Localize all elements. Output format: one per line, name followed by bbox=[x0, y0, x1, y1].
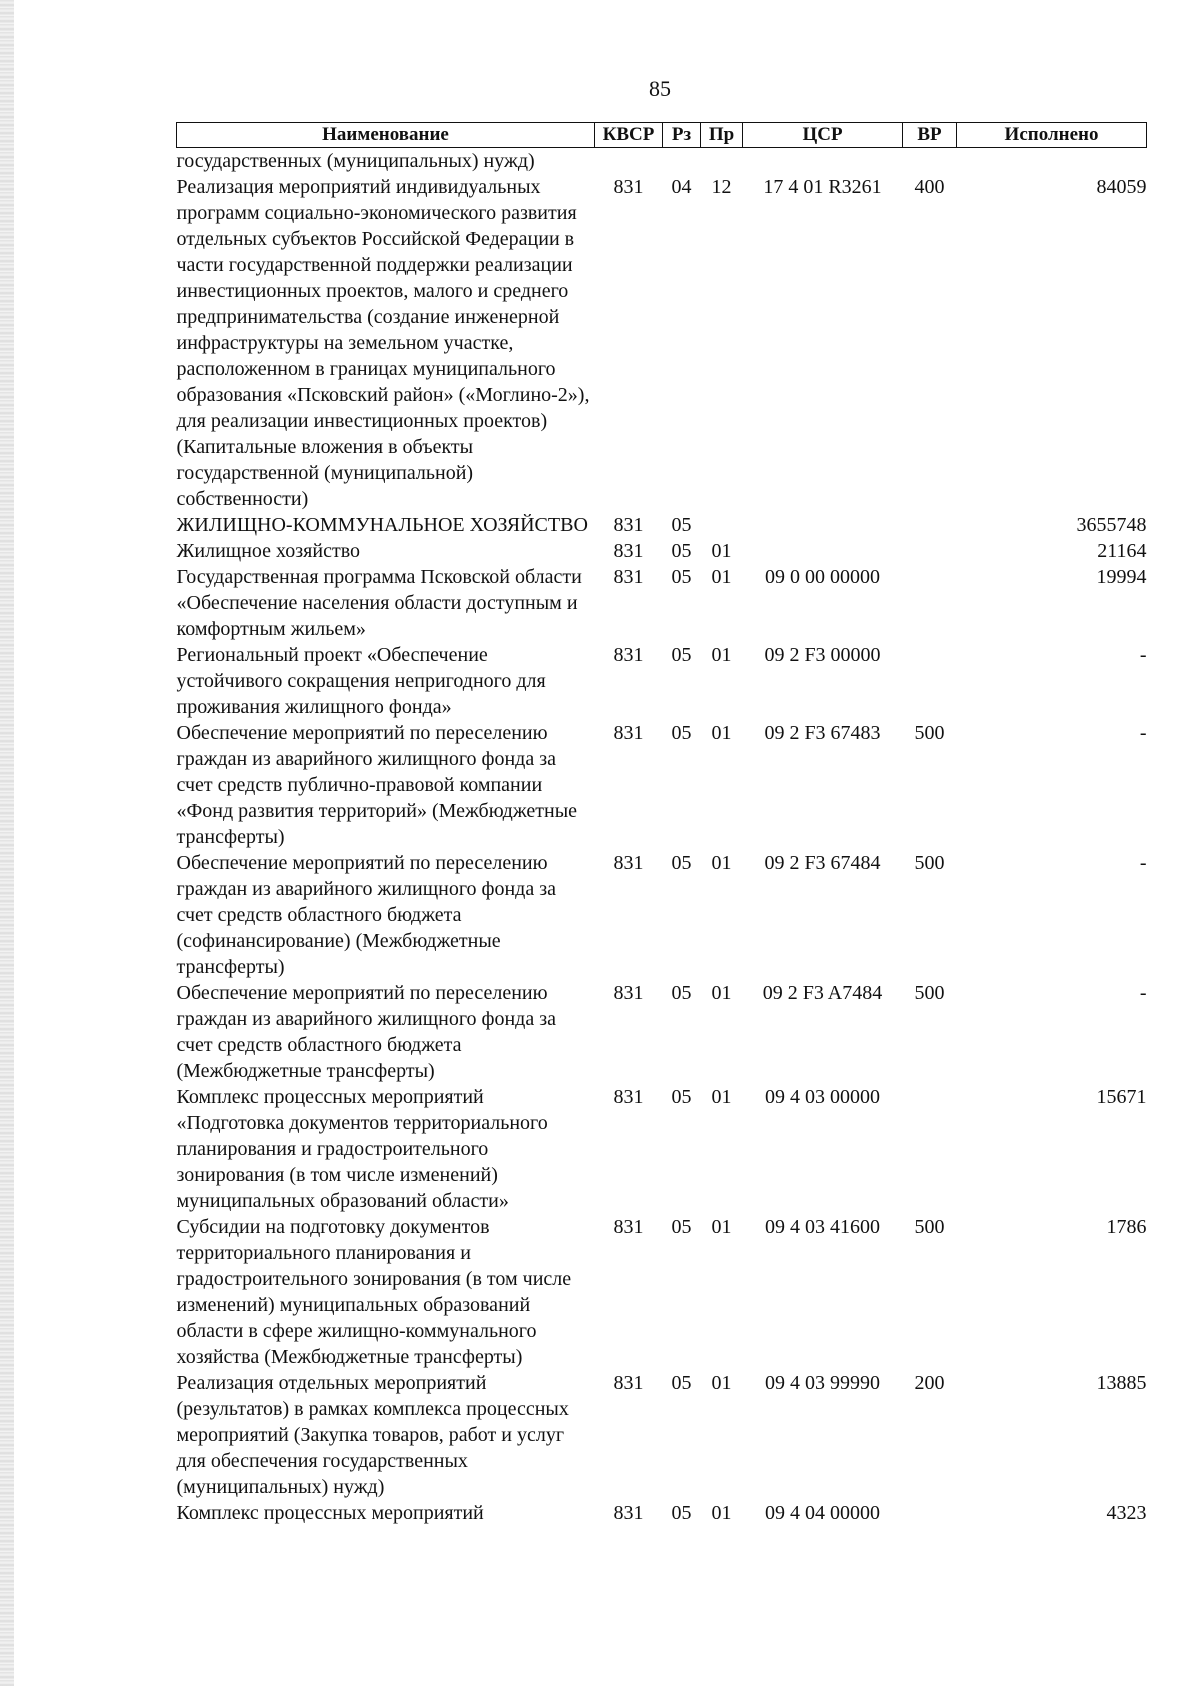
table-row bbox=[177, 1370, 1147, 1500]
row-name: Комплекс процессных мероприятий bbox=[176, 1502, 484, 1524]
row-rz: 05 bbox=[671, 1086, 692, 1108]
row-rz: 05 bbox=[671, 982, 692, 1004]
table-row bbox=[177, 1084, 1147, 1214]
row-rz: 05 bbox=[671, 852, 692, 874]
row-pr: 01 bbox=[711, 566, 732, 588]
header-rz: Рз bbox=[663, 123, 701, 148]
header-kvsr: КВСР bbox=[595, 123, 663, 148]
row-done: 13885 bbox=[1096, 1372, 1147, 1394]
row-vr: 500 bbox=[914, 722, 945, 744]
row-pr: 01 bbox=[711, 722, 732, 744]
table-row bbox=[177, 512, 1147, 538]
header-pr: Пр bbox=[701, 123, 743, 148]
row-vr bbox=[903, 512, 957, 538]
row-name: Обеспечение мероприятий по переселению граждан из аварийного жилищного фонда за счет средств публично-правовой компании «Фонд развития территорий» (Межбюджетные трансферты) bbox=[176, 722, 578, 848]
row-done: - bbox=[1139, 644, 1147, 666]
row-vr: 500 bbox=[914, 852, 945, 874]
row-rz: 05 bbox=[671, 1216, 692, 1238]
row-pr: 01 bbox=[711, 982, 732, 1004]
row-csr: 09 2 F3 00000 bbox=[764, 644, 881, 666]
row-pr: 01 bbox=[711, 852, 732, 874]
row-vr bbox=[903, 564, 957, 642]
table-row bbox=[177, 980, 1147, 1084]
row-rz: 05 bbox=[671, 540, 692, 562]
table-row bbox=[177, 1500, 1147, 1526]
header-csr: ЦСР bbox=[743, 123, 903, 148]
row-name: государственных (муниципальных) нужд) bbox=[176, 150, 535, 172]
row-kvsr: 831 bbox=[613, 514, 644, 536]
row-done: 1786 bbox=[1106, 1216, 1147, 1238]
table-row bbox=[177, 642, 1147, 720]
row-vr bbox=[903, 1084, 957, 1214]
row-vr bbox=[903, 538, 957, 564]
row-rz bbox=[663, 148, 701, 175]
row-name: Государственная программа Псковской области «Обеспечение населения области доступным и комфортным жильем» bbox=[176, 566, 582, 640]
row-csr: 09 2 F3 67483 bbox=[764, 722, 881, 744]
row-done: 15671 bbox=[1096, 1086, 1147, 1108]
row-pr: 01 bbox=[711, 540, 732, 562]
row-kvsr: 831 bbox=[613, 1086, 644, 1108]
table-row bbox=[177, 148, 1147, 175]
row-csr: 17 4 01 R3261 bbox=[763, 176, 882, 198]
row-done: 84059 bbox=[1096, 176, 1147, 198]
row-csr: 09 4 04 00000 bbox=[765, 1502, 880, 1524]
row-rz: 05 bbox=[671, 722, 692, 744]
row-kvsr: 831 bbox=[613, 566, 644, 588]
row-vr: 200 bbox=[914, 1372, 945, 1394]
table-row bbox=[177, 720, 1147, 850]
row-rz: 05 bbox=[671, 1502, 692, 1524]
row-rz: 05 bbox=[671, 566, 692, 588]
row-vr bbox=[903, 1500, 957, 1526]
row-rz: 04 bbox=[671, 176, 692, 198]
scan-edge bbox=[0, 0, 14, 1686]
row-done: - bbox=[1139, 852, 1147, 874]
row-vr bbox=[903, 642, 957, 720]
row-name: Реализация отдельных мероприятий (результатов) в рамках комплекса процессных мероприятий (Закупка товаров, работ и услуг для обеспечения государственных (муниципальных) нужд) bbox=[176, 1372, 569, 1498]
row-done bbox=[957, 148, 1147, 175]
row-kvsr: 831 bbox=[613, 722, 644, 744]
row-name: Субсидии на подготовку документов территориального планирования и градостроительного зонирования (в том числе изменений) муниципальных образований области в сфере жилищно-коммунального хозяйства (Межбюджетные трансферты) bbox=[176, 1216, 572, 1368]
row-pr: 01 bbox=[711, 1086, 732, 1108]
row-pr bbox=[701, 512, 743, 538]
row-name: Реализация мероприятий индивидуальных программ социально-экономического развития отдельных субъектов Российской Федерации в части государственной поддержки реализации инвестиционных проектов, малого и среднего предпринимательства (создание инженерной инфраструктуры на земельном участке, расположенном в границах муниципального образования «Псковский район» («Моглино-2»), для реализации инвестиционных проектов) (Капитальные вложения в объекты государственной (муниципальной) собственности) bbox=[176, 176, 590, 510]
row-pr: 01 bbox=[711, 1502, 732, 1524]
table-row bbox=[177, 564, 1147, 642]
row-kvsr: 831 bbox=[613, 176, 644, 198]
header-row bbox=[177, 123, 1147, 148]
row-done: 3655748 bbox=[1076, 514, 1147, 536]
row-done: 19994 bbox=[1096, 566, 1147, 588]
row-csr bbox=[743, 538, 903, 564]
row-csr: 09 4 03 99990 bbox=[765, 1372, 880, 1394]
row-rz: 05 bbox=[671, 514, 692, 536]
row-kvsr: 831 bbox=[613, 644, 644, 666]
row-pr bbox=[701, 148, 743, 175]
row-name: Комплекс процессных мероприятий «Подготовка документов территориального планирования и градостроительного зонирования (в том числе изменений) муниципальных образований области» bbox=[176, 1086, 548, 1212]
row-vr: 500 bbox=[914, 1216, 945, 1238]
row-csr bbox=[743, 512, 903, 538]
row-rz: 05 bbox=[671, 1372, 692, 1394]
budget-table bbox=[176, 122, 1147, 1526]
row-done: 21164 bbox=[1097, 540, 1147, 562]
table-row bbox=[177, 1214, 1147, 1370]
row-csr: 09 4 03 41600 bbox=[765, 1216, 880, 1238]
row-csr: 09 2 F3 A7484 bbox=[762, 982, 883, 1004]
table-row bbox=[177, 850, 1147, 980]
row-done: - bbox=[1139, 722, 1147, 744]
row-name: Жилищное хозяйство bbox=[176, 540, 360, 562]
table-row bbox=[177, 174, 1147, 512]
row-kvsr: 831 bbox=[613, 540, 644, 562]
row-vr: 400 bbox=[914, 176, 945, 198]
row-kvsr: 831 bbox=[613, 1502, 644, 1524]
row-csr: 09 2 F3 67484 bbox=[764, 852, 881, 874]
row-done: 4323 bbox=[1106, 1502, 1147, 1524]
row-pr: 01 bbox=[711, 1216, 732, 1238]
row-name: Региональный проект «Обеспечение устойчивого сокращения непригодного для проживания жилищного фонда» bbox=[176, 644, 546, 718]
row-vr bbox=[903, 148, 957, 175]
page-number: 85 bbox=[649, 76, 671, 101]
row-pr: 12 bbox=[711, 176, 732, 198]
row-csr: 09 4 03 00000 bbox=[765, 1086, 880, 1108]
row-kvsr: 831 bbox=[613, 982, 644, 1004]
row-csr bbox=[743, 148, 903, 175]
row-kvsr: 831 bbox=[613, 1216, 644, 1238]
header-name: Наименование bbox=[177, 123, 595, 148]
header-done: Исполнено bbox=[957, 123, 1147, 148]
row-name: Обеспечение мероприятий по переселению граждан из аварийного жилищного фонда за счет средств областного бюджета (Межбюджетные трансферты) bbox=[176, 982, 557, 1082]
row-csr: 09 0 00 00000 bbox=[765, 566, 880, 588]
row-name: ЖИЛИЩНО-КОММУНАЛЬНОЕ ХОЗЯЙСТВО bbox=[176, 514, 588, 536]
row-vr: 500 bbox=[914, 982, 945, 1004]
row-done: - bbox=[1139, 982, 1147, 1004]
table-row bbox=[177, 538, 1147, 564]
row-name: Обеспечение мероприятий по переселению граждан из аварийного жилищного фонда за счет средств областного бюджета (софинансирование) (Межбюджетные трансферты) bbox=[176, 852, 557, 978]
row-kvsr: 831 bbox=[613, 1372, 644, 1394]
row-kvsr: 831 bbox=[613, 852, 644, 874]
row-pr: 01 bbox=[711, 644, 732, 666]
row-rz: 05 bbox=[671, 644, 692, 666]
row-pr: 01 bbox=[711, 1372, 732, 1394]
header-vr: ВР bbox=[903, 123, 957, 148]
row-kvsr bbox=[595, 148, 663, 175]
